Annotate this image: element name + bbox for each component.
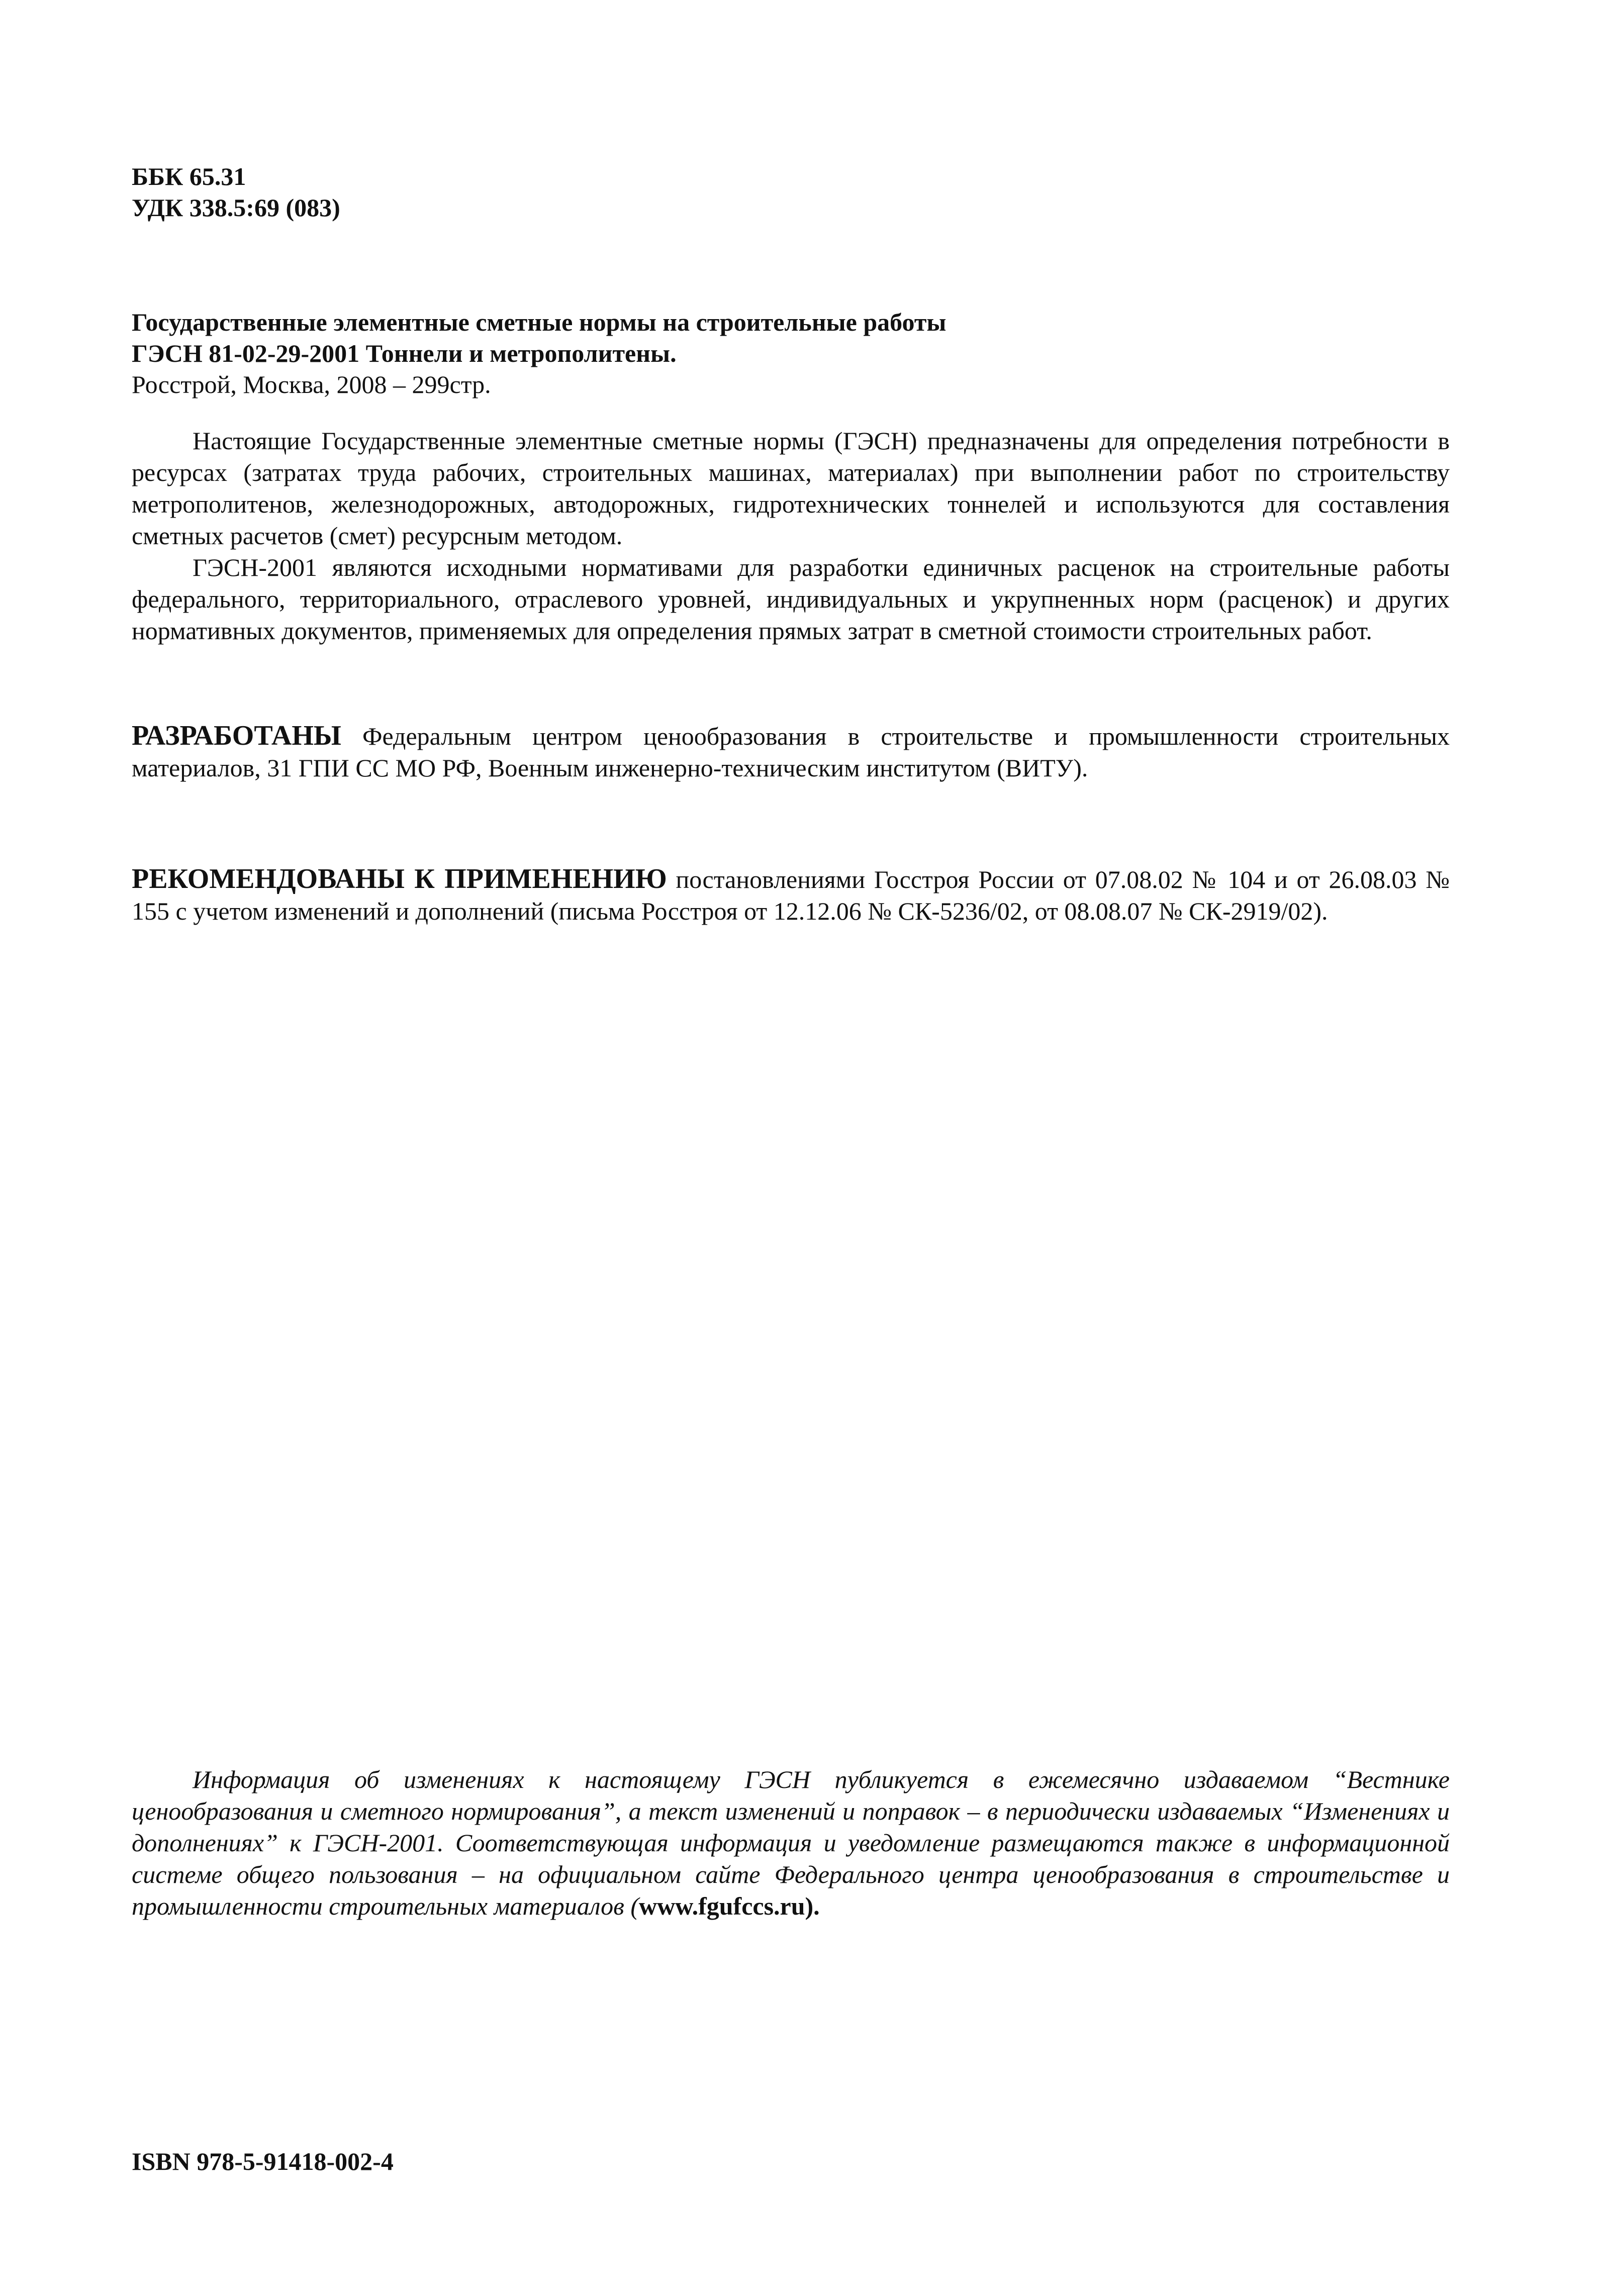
document-title: Государственные элементные сметные нормы на строительные работы	[132, 308, 947, 336]
notice-text: Информация об изменениях к настоящему ГЭСН публикуется в ежемесячно издаваемом “Вестнике ценообразования и сметного нормирования”, а текст изменений и поправок – в периодически издаваемых “Изменениях и дополнениях” к ГЭСН-2001. Соответствующая информация и уведомление размещаются также в информационной системе общего пользования – на официальном сайте Федерального центра ценообразования в строительстве и промышленности строительных материалов (	[132, 1765, 1450, 1920]
bbk-code: ББК 65.31	[132, 162, 246, 190]
abstract-paragraph: Настоящие Государственные элементные сметные нормы (ГЭСН) предназначены для определения потребности в ресурсах (затратах труда рабочих, строительных машинах, материалах) при выполнении работ по строительству метрополитенов, железнодорожных, автодорожных, гидротехнических тоннелей и используются для составления сметных расчетов (смет) ресурсным методом.	[132, 427, 1450, 550]
recommended-text: постановлениями Госстроя России от 07.08.02 № 104 и от 26.08.03 № 155 с учетом изменений и дополнений (письма Росстроя от 12.12.06 № СК-5236/02, от 08.08.07 № СК-2919/02).	[132, 865, 1450, 925]
abstract	[132, 425, 1450, 647]
developed-by	[132, 720, 1450, 784]
developed-text: Федеральным центром ценообразования в строительстве и промышленности строительных материалов, 31 ГПИ СС МО РФ, Военным инженерно-техническим институтом (ВИТУ).	[132, 722, 1450, 782]
udk-code: УДК 338.5:69 (083)	[132, 193, 340, 222]
abstract-paragraph: ГЭСН-2001 являются исходными нормативами для разработки единичных расценок на строительные работы федерального, территориального, отраслевого уровней, индивидуальных и укрупненных норм (расценок) и других нормативных документов, применяемых для определения прямых затрат в сметной стоимости строительных работ.	[132, 553, 1450, 645]
title-block	[132, 307, 1450, 400]
publisher-line: Росстрой, Москва, 2008 – 299стр.	[132, 370, 491, 398]
recommended-for-use	[132, 863, 1450, 927]
recommended-lead: РЕКОМЕНДОВАНЫ К ПРИМЕНЕНИЮ	[132, 863, 667, 894]
isbn: ISBN 978-5-91418-002-4	[132, 2147, 394, 2175]
changes-notice	[132, 1764, 1450, 1922]
document-page	[132, 161, 1450, 927]
document-subtitle: ГЭСН 81-02-29-2001 Тоннели и метрополитены.	[132, 339, 677, 367]
website-link[interactable]: www.fgufccs.ru).	[639, 1892, 820, 1920]
developed-lead: РАЗРАБОТАНЫ	[132, 720, 341, 751]
classification-block	[132, 161, 1450, 223]
